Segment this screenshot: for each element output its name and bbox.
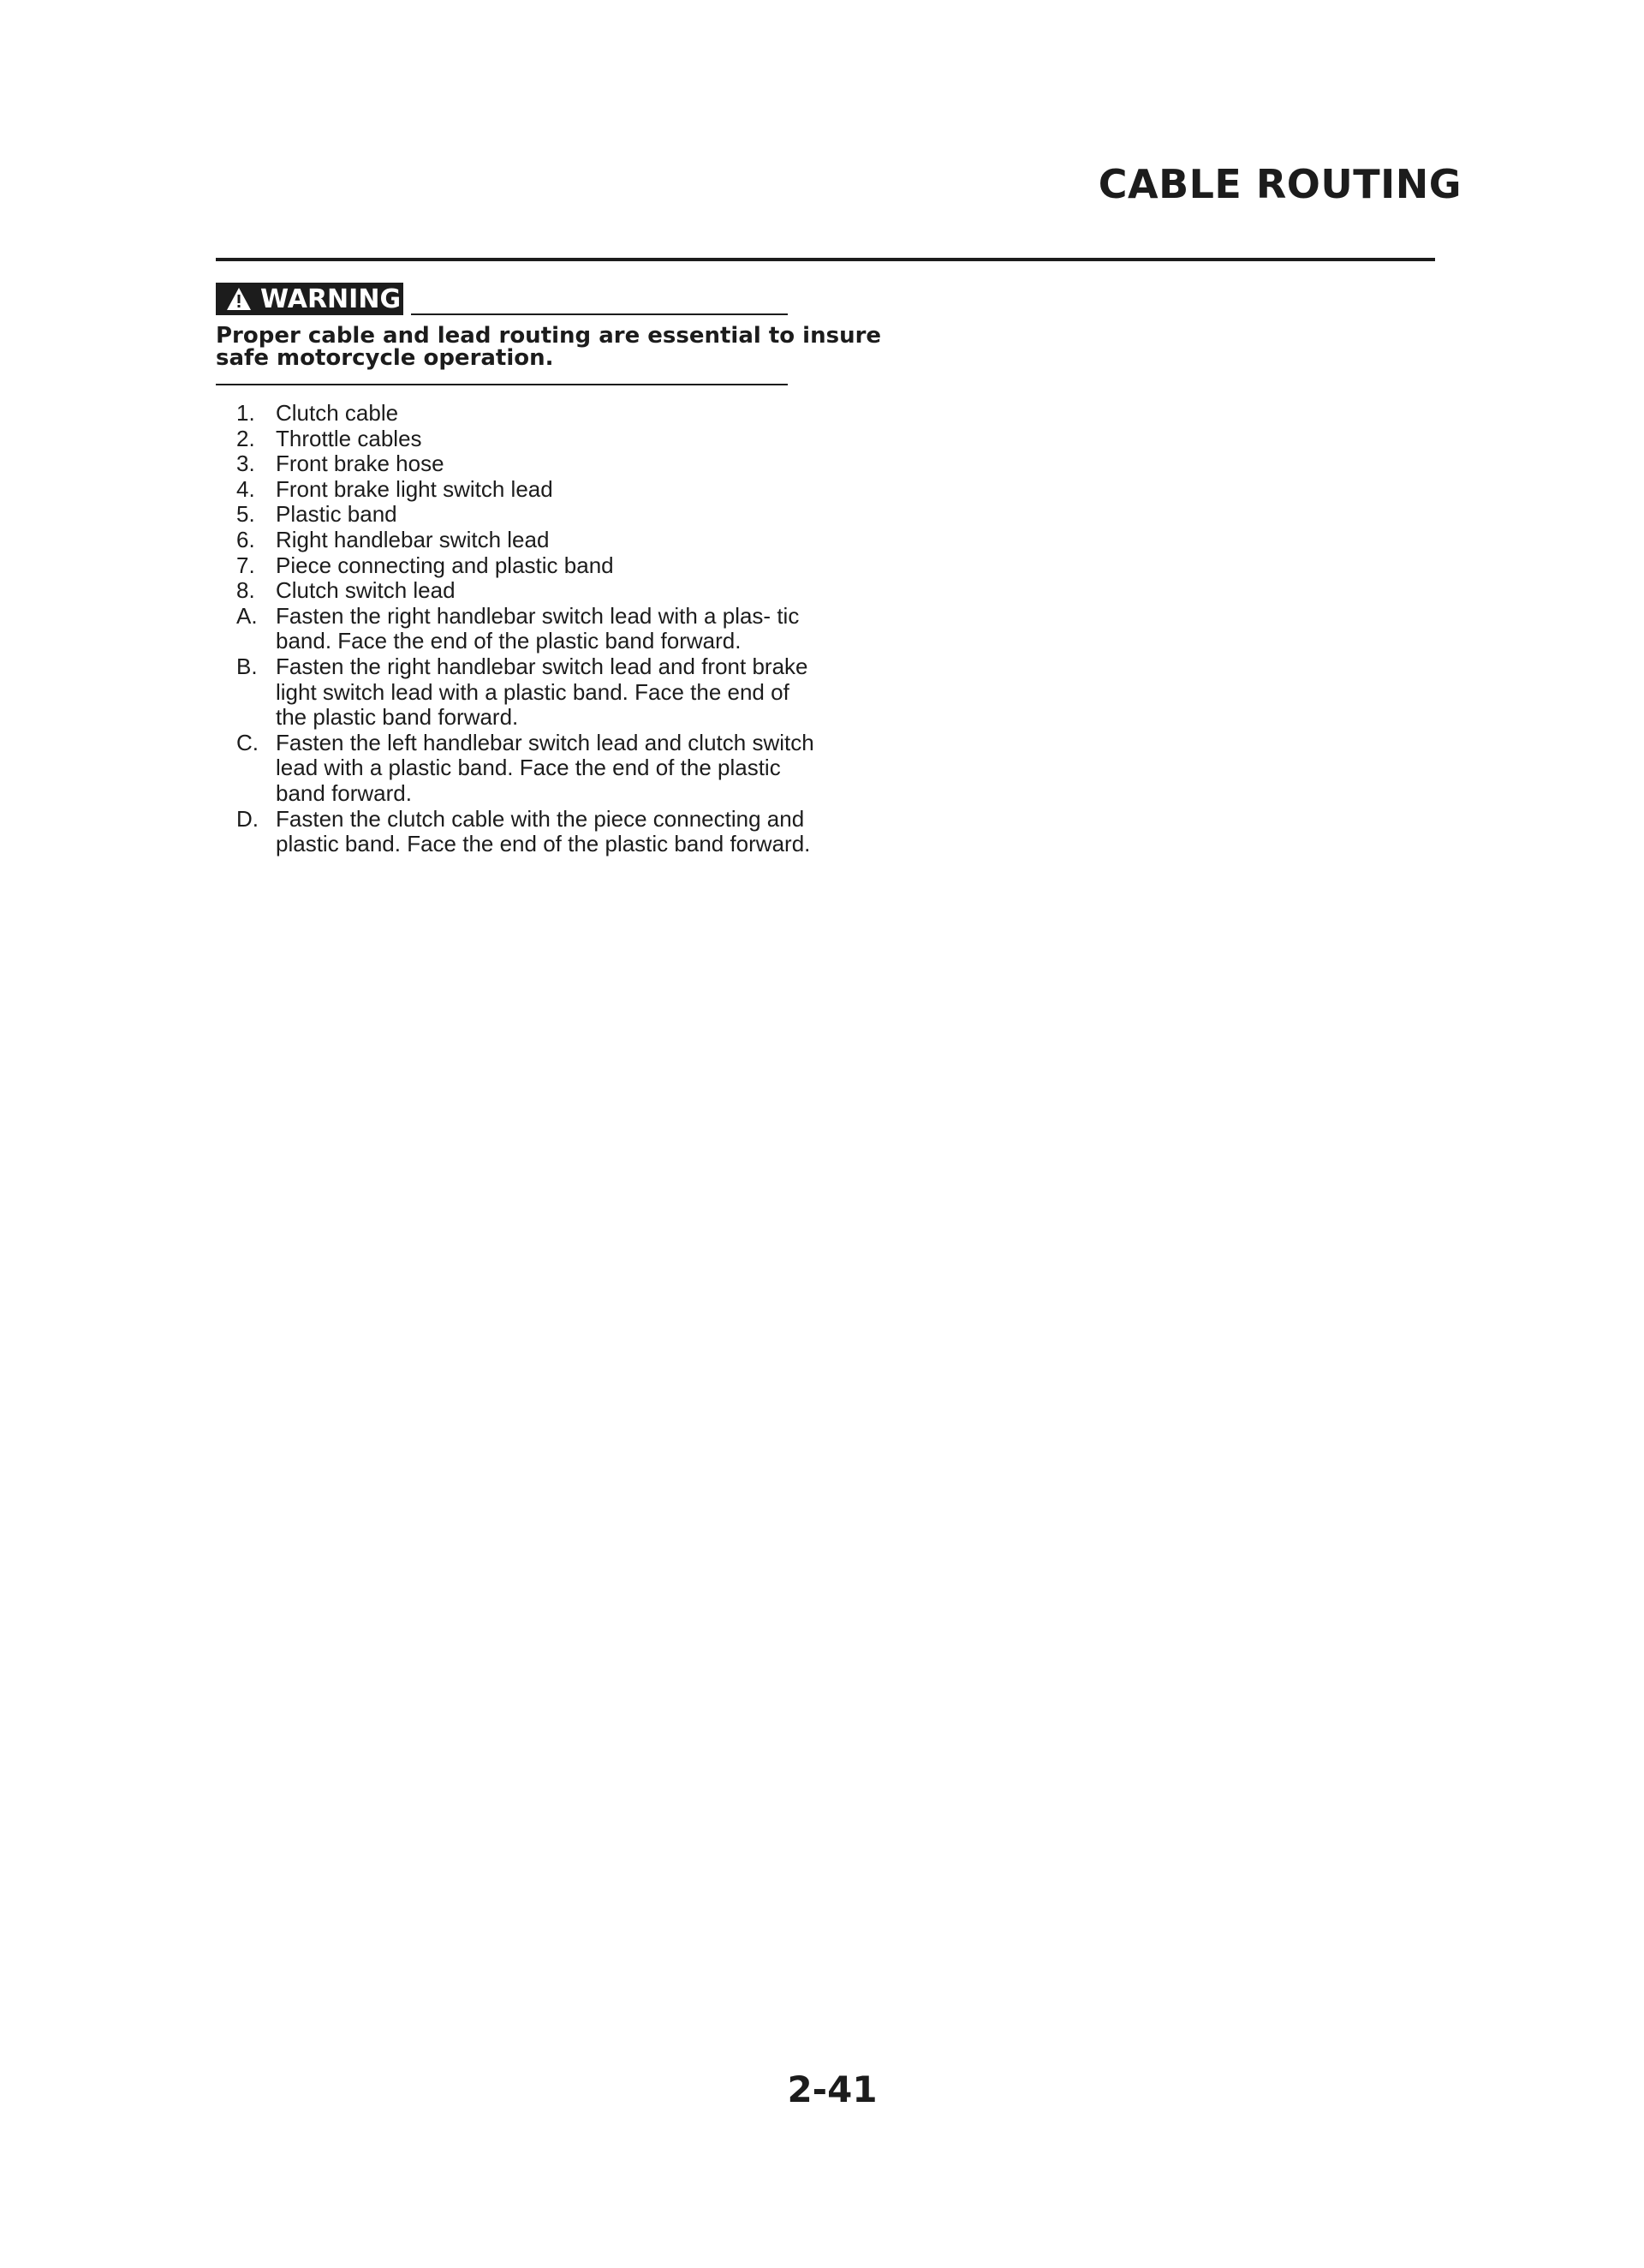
legend-key: 6. [236,526,255,552]
warning-top-rule [411,313,788,315]
legend-key: D. [236,805,259,832]
legend-key: 3. [236,451,255,477]
legend-item [216,654,815,731]
legend-text: Right handlebar switch lead [276,526,550,552]
legend-list [216,401,815,857]
legend-item [216,807,815,857]
legend-item [216,502,815,528]
warning-bottom-rule [216,384,788,385]
legend-item [216,451,815,477]
legend-text: Piece connecting and plastic band [276,552,614,578]
legend-key: 8. [236,577,255,604]
header-rule [216,258,1435,261]
legend-text: Clutch cable [276,400,399,426]
legend-item [216,401,815,427]
warning-label: WARNING [260,284,402,314]
legend-key: 2. [236,425,255,451]
legend-item [216,553,815,579]
warning-text: Proper cable and lead routing are essential to insure safe motorcycle operation. [216,323,882,371]
legend-item [216,731,815,807]
legend-text: Clutch switch lead [276,577,456,604]
legend-key: A. [236,602,258,629]
legend-key: 4. [236,475,255,502]
legend-text: Plastic band [276,501,397,528]
legend-text: Front brake light switch lead [276,475,553,502]
legend-item [216,604,815,654]
legend-key: 7. [236,552,255,578]
legend-key: 5. [236,501,255,528]
legend-text: Front brake hose [276,451,444,477]
page-title: CABLE ROUTING [1098,161,1462,207]
legend-key: C. [236,729,259,755]
legend-text: Throttle cables [276,425,422,451]
legend-text: Fasten the clutch cable with the piece connecting and plastic band. Face the end of the plastic band forward. [276,805,811,857]
warning-triangle-icon [226,287,252,311]
legend-item [216,578,815,604]
legend-key: B. [236,653,258,679]
legend-item [216,477,815,503]
warning-badge [216,283,403,315]
page-number: 2-41 [787,2068,878,2110]
legend-text: Fasten the right handlebar switch lead and front brake light switch lead with a plastic band. Face the end of the plastic band forward. [276,653,808,731]
legend-text: Fasten the left handlebar switch lead and clutch switch lead with a plastic band. Face the end of the plastic band forward. [276,729,814,806]
legend-key: 1. [236,400,255,426]
legend-item [216,427,815,452]
legend-text: Fasten the right handlebar switch lead with a plas- tic band. Face the end of the plastic band forward. [276,602,800,654]
legend-item [216,528,815,553]
